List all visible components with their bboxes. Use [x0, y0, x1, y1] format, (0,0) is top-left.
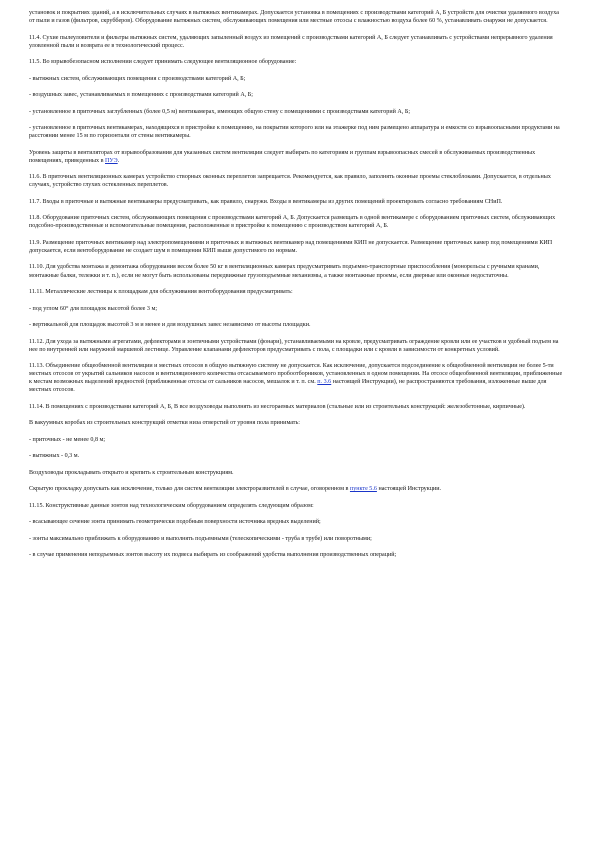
paragraph-11-13	[29, 362, 564, 394]
paragraph-11-9: 11.9. Размещение приточных вентикамер над электропомещениями и приточных и вытяжных вентикамер над помещениями КИП не допускается. Размещение приточных камер под помещениями КИП допускается, если вентоборудование не создает шум в помещении КИП выше допустимого по нормам.	[29, 239, 553, 254]
list-item-exhaust-height: - вытяжных - 0,3 м.	[29, 453, 80, 460]
list-item-hood-height: - в случае применения неподъемных зонтов высоту их подвеса выбирать из соображений удобства выполнения производственных операций;	[29, 552, 397, 559]
list-item-air-curtains: - воздушных завес, устанавливаемых в помещениях с производствами категорий А, Б;	[29, 92, 253, 99]
pue-link[interactable]: ПУЭ	[105, 157, 118, 164]
list-item-vertical: - вертикальной для площадок высотой 3 м и менее и для воздушных завес независимо от высоты площадки.	[29, 322, 311, 329]
paragraph-11-7: 11.7. Входы в приточные и вытяжные вентикамеры предусматривать, как правило, снаружи. Входы в вентикамеры из других помещений проектировать согласно требованиям СНиП.	[29, 198, 503, 205]
paragraph-intro: установок и покрытиях зданий, а в исключительных случаях в вытяжных вентикамерах. Допускается установка в помещениях с производствами категорий А, Б устройств для очистки удаляемого воздуха от пыли и газов (фильтров, скрубберов). Оборудование вытяжных систем, обслуживающих помещения или местные отсосы с влажностью воздуха более 60 %, устанавливать снаружи не допускается.	[29, 10, 559, 25]
list-item-exhaust: - вытяжных систем, обслуживающих помещения с производствами категорий А, Б;	[29, 75, 246, 82]
paragraph-11-10: 11.10. Для удобства монтажа и демонтажа оборудования весом более 50 кг в вентиляционных камерах предусматривать подъемно-транспортные приспособления (монорельсы с ручными кранами, монтажные балки, тележки и т. п.), если не могут быть использованы передвижные грузоподъемные механизмы, а также монтажные проемы, если дверные или оконные недостаточны.	[29, 264, 540, 279]
list-item-angle-60: - под углом 60° для площадок высотой более 3 м;	[29, 305, 158, 312]
paragraph-hidden-ducts	[29, 485, 564, 493]
clause-5-6-link[interactable]: пункте 5.6	[349, 486, 377, 493]
paragraph-11-5: 11.5. Во взрывобезопасном исполнении следует принимать следующее вентиляционное оборудование:	[29, 59, 297, 66]
text-run: .	[117, 157, 120, 164]
text-run: Уровень защиты в вентиляторах от взрывообразования для указанных систем вентиляции следует выбирать по категориям и группам взрывоопасных смесей в обслуживаемых производственных помещениях, приведенных в	[29, 149, 536, 164]
paragraph-11-15: 11.15. Конструктивные данные зонтов над технологическим оборудованием определять следующим образом:	[29, 502, 314, 509]
list-item-hood-proximity: - зонты максимально приближать к оборудованию и выполнять подъемными (телескопическими - труба в трубе) или поворотными;	[29, 535, 372, 542]
paragraph-open-ducts: Воздуховоды прокладывать открыто и крепить к строительным конструкциям.	[29, 469, 234, 476]
paragraph-11-14: 11.14. В помещениях с производствами категорий А, Б, В все воздуховоды выполнять из несгораемых материалов (стальные или из строительных конструкций: железобетонные, кирпичные).	[29, 403, 526, 410]
paragraph-11-12: 11.12. Для ухода за вытяжными агрегатами, дефлекторами и зонтичными устройствами (фонари), устанавливаемыми на кровле, предусматривать ограждение кровли или ее участков и удобный подъем на нее по внутренней или наружной маршевой лестнице. Управление клапанами дефлекторов предусматривать с пола, с площадки или с кровли в зависимости от конкретных условий.	[29, 338, 559, 353]
list-item-buried-chambers: - установленное в приточных заглубленных (более 0,5 м) вентикамерах, имеющих общую стену с помещениями с производствами категорий А, Б;	[29, 108, 411, 115]
paragraph-11-8: 11.8. Оборудование приточных систем, обслуживающих помещения с производствами категорий А, Б. Допускается размещать в одной вентикамере с оборудованием приточных систем, обслуживающих подсобно-производственные и вспомогательные помещения, расположенные в пристройке к помещению с производством категорий А, Б.	[29, 215, 556, 230]
paragraph-11-4: 11.4. Сухие пылеуловители и фильтры вытяжных систем, удаляющих запыленный воздух из помещений с производствами категорий А, Б следует устанавливать с устройствами непрерывного удаления уловленной пыли и возврата ее в технологический процесс.	[29, 34, 553, 49]
list-item-annex-chambers: - установленное в приточных вентикамерах, находящихся в пристройке к помещению, на покрытии которого или на этажерке под ним размещено аппаратура и емкости со взрывоопасными продуктами на расстоянии менее 15 м по горизонтали от стены вентикамеры.	[29, 125, 560, 140]
clause-3-6-link[interactable]: п. 3.6	[317, 379, 332, 386]
text-run: настоящей Инструкции), не распространяются требования, изложенные выше для местных отсосов.	[29, 379, 547, 394]
text-run: 11.13. Объединение общеобменной вентиляции и местных отсосов в общую вытяжную систему не допускается. Как исключение, допускается подсоединение к общеобменной вентиляции не более 5-ти местных отсосов от укрытий сальников насосов и вентиляционного количества отсасываемого пробоотборников, установленных в одном помещении. На отсосе общеобменной вентиляции, приближенные к местам возможных выделений вредностей (приближенные отсосы от сальников насосов, мешалок и т. п. см.	[29, 363, 563, 386]
list-item-supply: - приточных - не менее 0,8 м;	[29, 436, 106, 443]
paragraph-11-6: 11.6. В приточных вентиляционных камерах устройство створных оконных переплетов запрещается. Рекомендуется, как правило, заполнять оконные проемы стеклоблоками. Допускается, в отдельных случаях, устройство глухих остекленных переплетов.	[29, 174, 551, 189]
text-run: настоящей Инструкции.	[376, 486, 441, 493]
text-run: Скрытую прокладку допускать как исключение, только для систем вентиляции электроразвителей в случае, оговоренном в	[29, 486, 350, 493]
paragraph-11-11: 11.11. Металлические лестницы к площадкам для обслуживания вентоборудования предусматривать:	[29, 289, 293, 296]
paragraph-protection-level	[29, 149, 564, 165]
list-item-hood-section: - всасывающее сечение зонта принимать геометрически подобным поверхности источника вредных выделений;	[29, 519, 321, 526]
paragraph-vacuum-boxes: В вакуумных коробах из строительных конструкций отметки низа отверстий от уровня пола принимать:	[29, 420, 300, 427]
